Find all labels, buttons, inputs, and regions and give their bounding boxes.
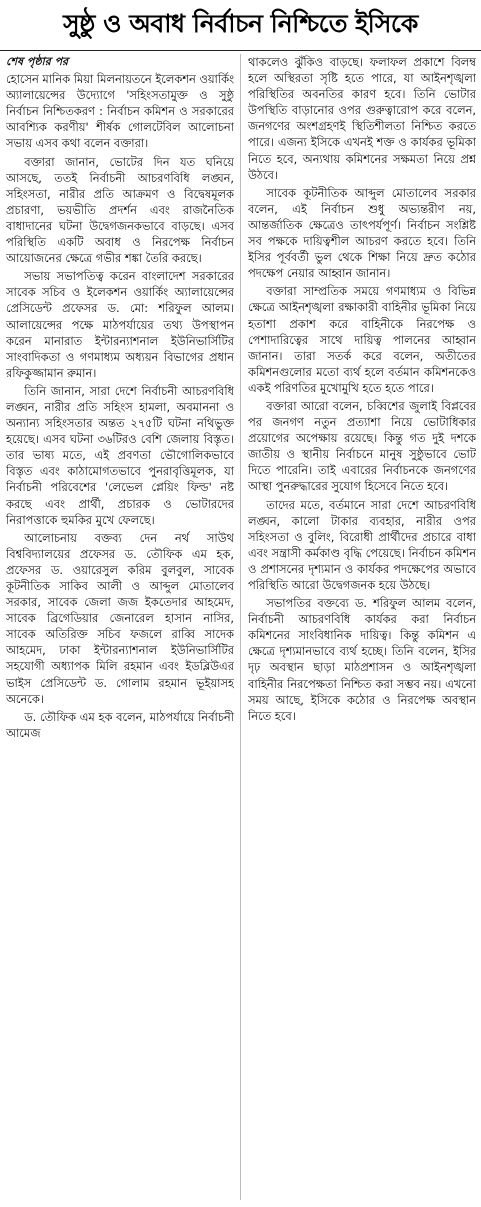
headline: সুষ্ঠু ও অবাধ নির্বাচন নিশ্চিতে ইসিকে [0,0,481,51]
paragraph: হোসেন মানিক মিয়া মিলনায়তনে ইলেকশন ওয়ার্কিং অ্যালায়েন্সের উদ্যোগে 'সহিংসতামুক্ত ও সুষ্ঠু নির্বাচন নিশ্চিতকরণ : নির্বাচন কমিশন ও সরকারের আবশ্যিক করণীয়' শীর্ষক গোলটেবিল আলোচনা সভায় এসব কথা বলেন বক্তারা। [6,72,234,151]
paragraph: সভাপতির বক্তব্যে ড. শরিফুল আলম বলেন, নির্বাচনী আচরণবিধি কার্যকর করা নির্বাচন কমিশনের সাংবিধানিক দায়িত্ব। কিন্তু কমিশন এ ক্ষেত্রে দৃশ্যমানভাবে ব্যর্থ হচ্ছে। তিনি বলেন, ইসির দৃঢ় অবস্থান ছাড়া মাঠপ্রশাসন ও আইনশৃঙ্খলা বাহিনীর নিরপেক্ষতা নিশ্চিত করা সম্ভব নয়। এখনো সময় আছে, ইসিকে কঠোর ও নিরপেক্ষ অবস্থান নিতে হবে। [248,596,476,723]
continued-label: শেষ পৃষ্ঠার পর [6,55,69,68]
paragraph: সাবেক কূটনীতিক আব্দুল মোতালেব সরকার বলেন, এই নির্বাচন শুধু অভ্যন্তরীণ নয়, আন্তর্জাতিক ক্ষেত্রেও তাৎপর্যপূর্ণ। নির্বাচন সংশ্লিষ্ট সব পক্ষকে দায়িত্বশীল আচরণ করতে হবে। তিনি ইসির পূর্ববর্তী ভুল থেকে শিক্ষা নিয়ে দ্রুত কঠোর পদক্ষেপ নেয়ার আহ্বান জানান। [248,185,476,281]
paragraph: তিনি জানান, সারা দেশে নির্বাচনী আচরণবিধি লঙ্ঘন, নারীর প্রতি সহিংস হামলা, অবমাননা ও অন্যান্য সহিংসতার অন্তত ২৭৫টি ঘটনা নথিভুক্ত হয়েছে। এসব ঘটনা ৩৬টিরও বেশি জেলায় বিস্তৃত। তার ভাষ্য মতে, এই প্রবণতা ভৌগোলিকভাবে বিস্তৃত এবং কাঠামোগতভাবে পুনরাবৃত্তিমূলক, যা নির্বাচনী পরিবেশের 'লেভেল প্লেয়িং ফিল্ড' নষ্ট করছে এবং প্রার্থী, প্রচারক ও ভোটারদের নিরাপত্তাকে হুমকির মুখে ফেলছে। [6,383,234,527]
article-column-right [248,54,476,1202]
paragraph: বক্তারা সাম্প্রতিক সময়ে গণমাধ্যম ও বিভিন্ন ক্ষেত্রে আইনশৃঙ্খলা রক্ষাকারী বাহিনীর ভূমিকা নিয়ে হতাশা প্রকাশ করে বাহিনীকে নিরপেক্ষ ও পেশাদারিত্বের সাথে দায়িত্ব পালনের আহ্বান জানান। তারা সতর্ক করে বলেন, অতীতের কমিশনগুলোর মতো ব্যর্থ হলে বর্তমান কমিশনকেও একই পরিণতির মুখোমুখি হতে হতে পারে। [248,284,476,395]
column-divider [240,54,241,1200]
paragraph: ড. তৌফিক এম হক বলেন, মাঠপর্যায়ে নির্বাচনী আমেজ [6,709,234,740]
paragraph: থাকলেও ঝুঁকিও বাড়ছে। ফলাফল প্রকাশে বিলম্ব হলে অস্থিরতা সৃষ্টি হতে পারে, যা আইনশৃঙ্খলা পরিস্থিতির অবনতির কারণ হবে। তিনি ভোটার উপস্থিতি বাড়ানোর ওপর গুরুত্বারোপ করে বলেন, জনগণের অংশগ্রহণই স্থিতিশীলতা নিশ্চিত করতে পারে। এজন্য ইসিকে এখনই শক্ত ও কার্যকর ভূমিকা নিতে হবে, অন্যথায় কমিশনের সক্ষমতা নিয়ে প্রশ্ন উঠবে। [248,55,476,182]
paragraph: তাদের মতে, বর্তমানে সারা দেশে আচরণবিধি লঙ্ঘন, কালো টাকার ব্যবহার, নারীর ওপর সহিংসতা ও বুলিং, বিরোধী প্রার্থীদের প্রচারে বাধা এবং সন্ত্রাসী কর্মকাণ্ড বৃদ্ধি পেয়েছে। নির্বাচন কমিশন ও প্রশাসনের দৃশ্যমান ও কার্যকর পদক্ষেপের অভাবে পরিস্থিতি আরো উদ্বেগজনক হয়ে উঠছে। [248,497,476,592]
article-column-left [6,54,234,1202]
paragraph: বক্তারা আরো বলেন, চব্বিশের জুলাই বিপ্লবের পর জনগণ নতুন প্রত্যাশা নিয়ে ভোটাধিকার প্রয়োগের অপেক্ষায় রয়েছে। কিন্তু গত দুই দশকে জাতীয় ও স্থানীয় নির্বাচনে মানুষ সুষ্ঠুভাবে ভোট দিতে পারেনি। তাই এবারের নির্বাচনকে জনগণের আস্থা পুনরুদ্ধারের সুযোগ হিসেবে নিতে হবে। [248,398,476,494]
paragraph: বক্তারা জানান, ভোটের দিন যত ঘনিয়ে আসছে, ততই নির্বাচনী আচরণবিধি লঙ্ঘন, সহিংসতা, নারীর প্রতি আক্রমণ ও বিদ্বেষমূলক প্রচারণা, ভয়ভীতি প্রদর্শন এবং রাজনৈতিক বাধাদানের ঘটনা উদ্বেগজনকভাবে বাড়ছে। এসব পরিস্থিতি একটি অবাধ ও নিরপেক্ষ নির্বাচন আয়োজনের ক্ষেত্রে গভীর শঙ্কা তৈরি করছে। [6,154,234,266]
paragraph: আলোচনায় বক্তব্য দেন নর্থ সাউথ বিশ্ববিদ্যালয়ের প্রফেসর ড. তৌফিক এম হক, প্রফেসর ড. ওয়ারেসুল করিম বুলবুল, সাবেক কূটনীতিক সাকিব আলী ও আব্দুল মোতালেব সরকার, সাবেক জেলা জজ ইকতেদার আহমেদ, সাবেক ব্রিগেডিয়ার জেনারেল হাসান নাসির, সাবেক অতিরিক্ত সচিব ফজলে রাব্বি সাদেক আহমেদ, ঢাকা ইন্টারন্যাশনাল ইউনিভার্সিটির সহযোগী অধ্যাপক মিলি রহমান এবং ইডব্লিউএর ভাইস প্রেসিডেন্ট ড. গোলাম রহমান ভূইয়াসহ অনেকে। [6,530,234,706]
paragraph: সভায় সভাপতিত্ব করেন বাংলাদেশ সরকারের সাবেক সচিব ও ইলেকশন ওয়ার্কিং অ্যালায়েন্সের প্রেসিডেন্ট প্রফেসর ড. মো: শরিফুল আলম। আলায়েন্সের পক্ষে মাঠপর্যায়ের তথ্য উপস্থাপন করেন মানারাত ইন্টারন্যাশনাল ইউনিভার্সিটির সাংবাদিকতা ও গণমাধ্যম অধ্যয়ন বিভাগের প্রধান রফিকুজ্জামান রুমান। [6,269,234,380]
